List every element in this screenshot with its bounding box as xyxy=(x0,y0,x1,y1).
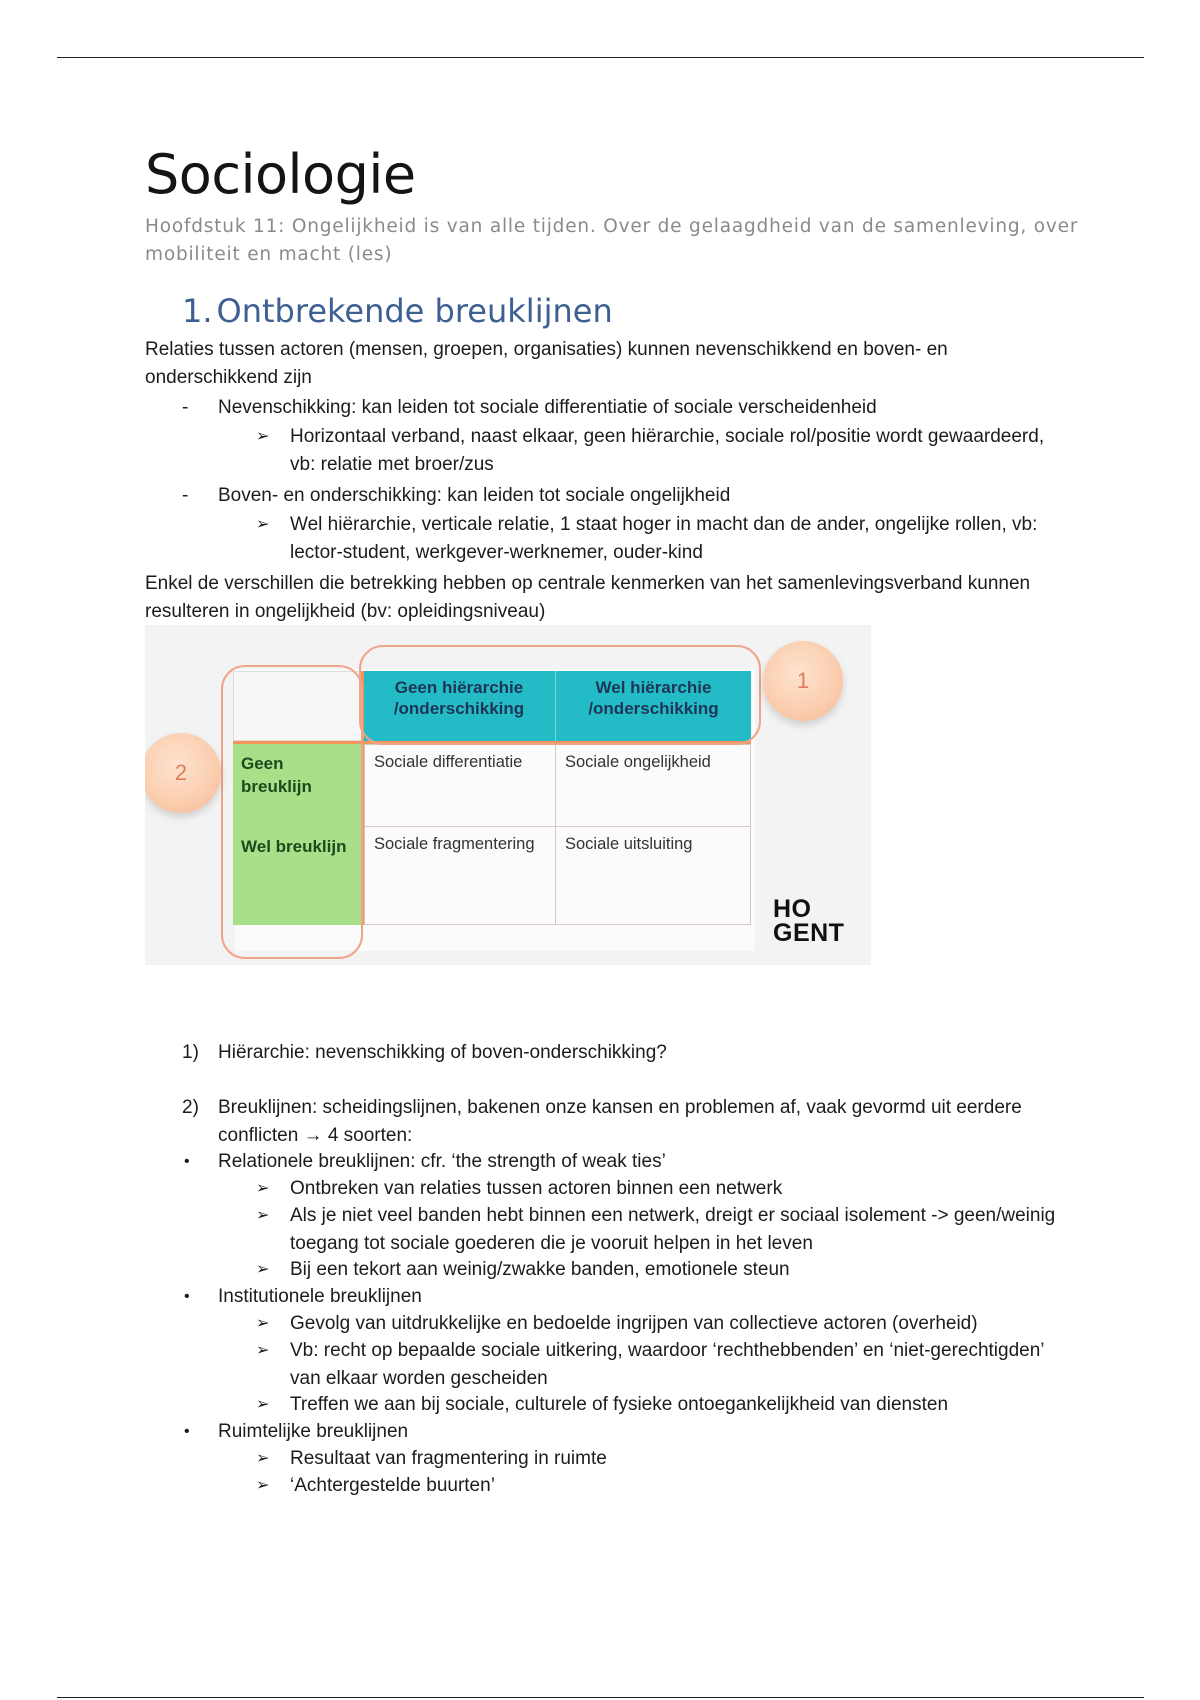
list-item-text: Relationele breuklijnen: cfr. ‘the strength of weak ties’ xyxy=(218,1151,666,1172)
dash-marker: - xyxy=(182,485,189,506)
diagram-row-header: Geen breuklijn xyxy=(233,744,363,827)
arrow-bullet-icon: ➢ xyxy=(256,1342,270,1359)
list-item-text: Als je niet veel banden hebt binnen een netwerk, dreigt er sociaal isolement -> geen/weinig toegang tot sociale goederen die je vooruit helpen in het leven xyxy=(290,1205,1056,1254)
list-item-text: Institutionele breuklijnen xyxy=(218,1286,422,1307)
diagram-row-header: Wel breuklijn xyxy=(233,827,363,925)
list-item-text: Breuklijnen: scheidingslijnen, bakenen onze kansen en problemen af, vaak gevormd uit eerdere conflicten → 4 soorten: xyxy=(218,1097,1022,1146)
section-title: Ontbrekende breuklijnen xyxy=(216,292,613,330)
list-item-text: Boven- en onderschikking: kan leiden tot sociale ongelijkheid xyxy=(218,485,731,506)
callout-circle-2: 2 xyxy=(145,733,221,813)
list-item-text: ‘Achtergestelde buurten’ xyxy=(290,1475,495,1496)
bullet-marker: • xyxy=(184,1153,190,1170)
list-item-text: Horizontaal verband, naast elkaar, geen hiërarchie, sociale rol/positie wordt gewaardeerd, vb: relatie met broer/zus xyxy=(290,426,1045,475)
intro-paragraph: Relaties tussen actoren (mensen, groepen, organisaties) kunnen nevenschikkend en boven- en onderschikkend zijn xyxy=(145,339,948,388)
hogent-logo xyxy=(773,897,844,945)
diagram-cell: Sociale differentiatie xyxy=(364,744,556,827)
list-item-text: Resultaat van fragmentering in ruimte xyxy=(290,1448,607,1469)
list-item-text: Ontbreken van relaties tussen actoren binnen een netwerk xyxy=(290,1178,783,1199)
list-item-text: Vb: recht op bepaalde sociale uitkering, waardoor ‘rechthebbenden’ en ‘niet-gerechtigden’ van elkaar worden gescheiden xyxy=(290,1340,1044,1389)
arrow-bullet-icon: ➢ xyxy=(256,428,270,445)
list-item-text: Hiërarchie: nevenschikking of boven-onderschikking? xyxy=(218,1042,667,1063)
arrow-bullet-icon: ➢ xyxy=(256,1261,270,1278)
list-item-text: Ruimtelijke breuklijnen xyxy=(218,1421,409,1442)
arrow-bullet-icon: ➢ xyxy=(256,1477,270,1494)
number-marker: 1) xyxy=(182,1042,199,1063)
list-item-text: Wel hiërarchie, verticale relatie, 1 staat hoger in macht dan de ander, ongelijke rollen, vb: lector-student, werkgever-werknemer, ouder-kind xyxy=(290,514,1038,563)
bullet-marker: • xyxy=(184,1423,190,1440)
row-bracket xyxy=(221,665,363,959)
section-heading xyxy=(182,292,613,330)
number-marker: 2) xyxy=(182,1097,199,1118)
arrow-bullet-icon: ➢ xyxy=(256,1180,270,1197)
section-number: 1. xyxy=(182,292,213,330)
logo-line: HO xyxy=(773,895,812,923)
intro-paragraph: Enkel de verschillen die betrekking hebben op centrale kenmerken van het samenlevingsverband kunnen resulteren in ongelijkheid (bv: opleidingsniveau) xyxy=(145,573,1031,622)
arrow-bullet-icon: ➢ xyxy=(256,516,270,533)
logo-line: GENT xyxy=(773,919,845,947)
diagram-column-header: Wel hiërarchie /onderschikking xyxy=(555,671,751,741)
breuklijnen-diagram xyxy=(145,625,871,965)
list-item-text: Treffen we aan bij sociale, culturele of fysieke ontoegankelijkheid van diensten xyxy=(290,1394,949,1415)
footer-rule xyxy=(57,1697,1144,1698)
diagram-column-header: Geen hiërarchie /onderschikking xyxy=(363,671,555,741)
diagram-cell: Sociale ongelijkheid xyxy=(555,744,751,827)
list-item-text: Nevenschikking: kan leiden tot sociale differentiatie of sociale verscheidenheid xyxy=(218,397,877,418)
diagram-cell: Sociale uitsluiting xyxy=(555,826,751,925)
header-rule xyxy=(57,57,1144,58)
list-item-text: Gevolg van uitdrukkelijke en bedoelde ingrijpen van collectieve actoren (overheid) xyxy=(290,1313,978,1334)
arrow-bullet-icon: ➢ xyxy=(256,1450,270,1467)
column-bracket xyxy=(359,645,761,745)
dash-marker: - xyxy=(182,397,189,418)
bullet-marker: • xyxy=(184,1288,190,1305)
arrow-bullet-icon: ➢ xyxy=(256,1315,270,1332)
diagram-cell: Sociale fragmentering xyxy=(364,826,556,925)
arrow-bullet-icon: ➢ xyxy=(256,1207,270,1224)
document-subtitle: Hoofdstuk 11: Ongelijkheid is van alle tijden. Over de gelaagdheid van de samenleving, over mobiliteit en macht (les) xyxy=(145,216,1079,265)
callout-circle-1: 1 xyxy=(763,641,843,721)
arrow-bullet-icon: ➢ xyxy=(256,1396,270,1413)
list-item-text: Bij een tekort aan weinig/zwakke banden, emotionele steun xyxy=(290,1259,790,1280)
document-title: Sociologie xyxy=(145,143,416,206)
